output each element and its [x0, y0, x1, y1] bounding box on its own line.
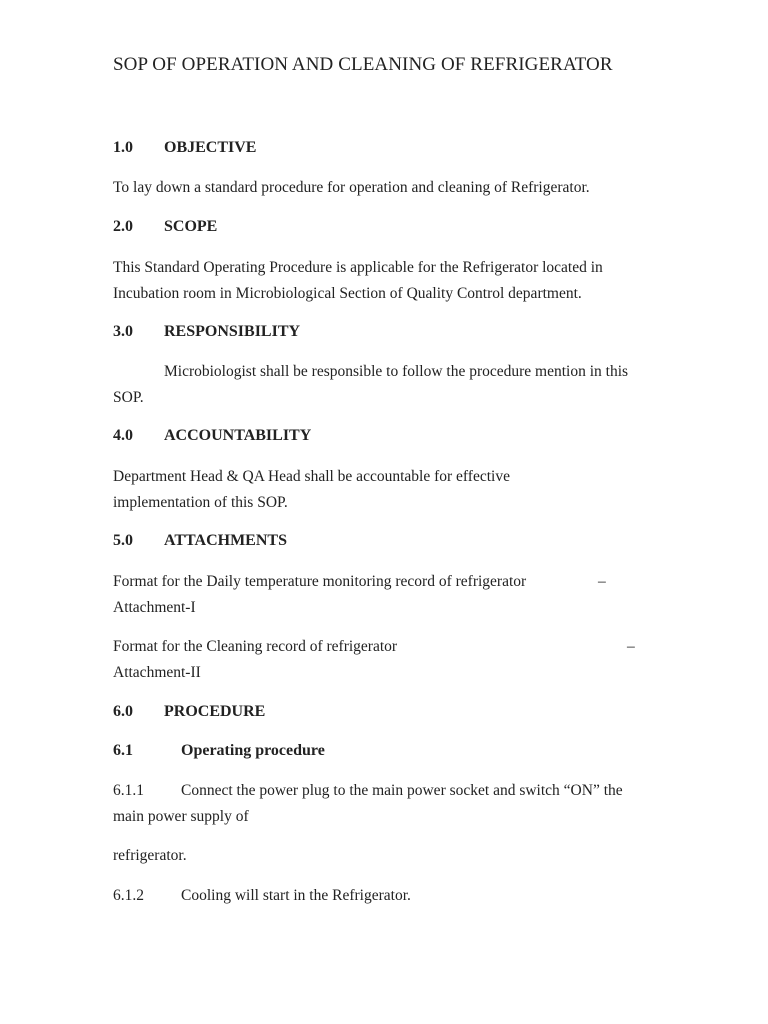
section-title: PROCEDURE — [164, 703, 266, 720]
objective-text: To lay down a standard procedure for operation and cleaning of Refrigerator. — [113, 179, 590, 196]
step-text: Connect the power plug to the main power socket and switch “ON” the main power supply of — [113, 782, 623, 825]
attachment-description: Format for the Cleaning record of refrigerator — [113, 638, 398, 655]
section-title: RESPONSIBILITY — [164, 323, 301, 340]
attachment-item — [113, 634, 643, 685]
section-number: 5.0 — [113, 532, 133, 549]
section-title: SCOPE — [164, 218, 218, 235]
procedure-step — [113, 778, 653, 829]
subsection-title: Operating procedure — [181, 742, 325, 759]
section-title: OBJECTIVE — [164, 139, 257, 156]
step-text: Cooling will start in the Refrigerator. — [181, 887, 411, 904]
section-number: 4.0 — [113, 427, 133, 444]
section-number: 6.0 — [113, 703, 133, 720]
document-title — [113, 54, 613, 76]
subsection-heading-operating-procedure — [113, 742, 325, 760]
section-heading-objective — [113, 139, 256, 157]
section-heading-attachments — [113, 532, 287, 550]
responsibility-text: Microbiologist shall be responsible to follow the procedure mention in this SOP. — [113, 363, 629, 406]
section-heading-scope — [113, 218, 217, 236]
section-heading-accountability — [113, 427, 311, 445]
section-title: ACCOUNTABILITY — [164, 427, 312, 444]
attachment-label: Attachment-II — [113, 663, 201, 681]
title-text: SOP OF OPERATION AND CLEANING OF — [113, 54, 471, 75]
section-number: 2.0 — [113, 218, 133, 235]
scope-text: This Standard Operating Procedure is applicable for the Refrigerator located in Incubation room in Microbiological Section of Quality Control department. — [113, 259, 603, 302]
attachment-description: Format for the Daily temperature monitoring record of refrigerator — [113, 573, 527, 590]
step-number: 6.1.1 — [113, 782, 144, 799]
section-number: 3.0 — [113, 323, 133, 340]
title-refrigerator: REFRIGERATOR — [470, 54, 613, 75]
section-heading-procedure — [113, 703, 265, 721]
attachment-dash: – — [598, 573, 606, 590]
attachment-label: Attachment-I — [113, 598, 196, 616]
procedure-step — [113, 883, 653, 909]
step-continuation: refrigerator. — [113, 847, 187, 864]
section-title: ATTACHMENTS — [164, 532, 287, 549]
subsection-number: 6.1 — [113, 742, 133, 759]
attachment-dash: – — [627, 638, 635, 655]
section-heading-responsibility — [113, 323, 300, 341]
section-number: 1.0 — [113, 139, 133, 156]
accountability-text: Department Head & QA Head shall be accountable for effective implementation of this SOP. — [113, 468, 510, 511]
attachment-item — [113, 569, 643, 620]
step-number: 6.1.2 — [113, 887, 144, 904]
